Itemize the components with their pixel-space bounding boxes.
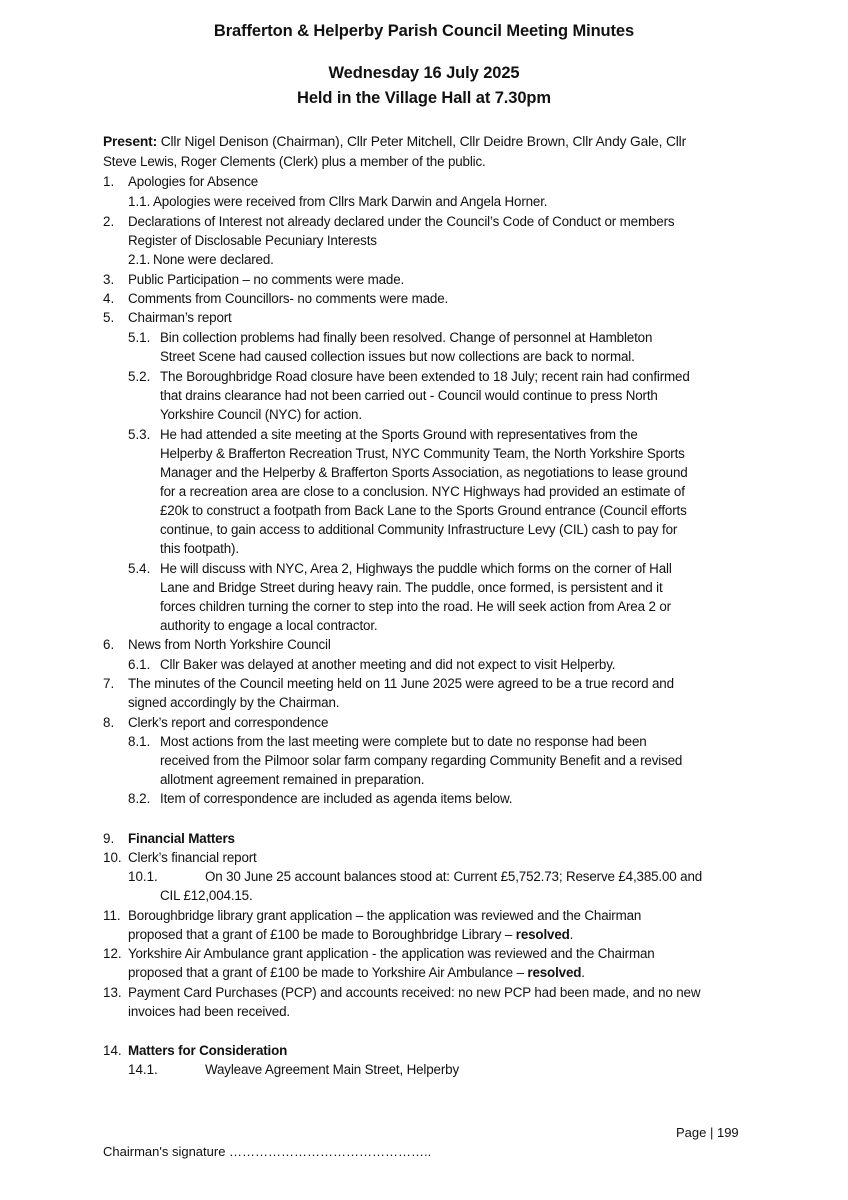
item-13-line-2: invoices had been received. (128, 1004, 290, 1019)
item-2-line-2: Register of Disclosable Pecuniary Interests (128, 233, 377, 248)
item-5-3-line: continue, to gain access to additional Community Infrastructure Levy (CIL) cash to pay for (160, 522, 678, 537)
meeting-venue: Held in the Village Hall at 7.30pm (297, 89, 551, 107)
document-title: Brafferton & Helperby Parish Council Meeting Minutes (213, 22, 635, 40)
item-4-text: Comments from Councillors- no comments were made. (128, 291, 449, 306)
item-5-1-line: Street Scene had caused collection issues but now collections are back to normal. (160, 349, 635, 364)
resolved-label: resolved (527, 965, 582, 980)
item-5-3-line: He had attended a site meeting at the Sports Ground with representatives from the (160, 427, 638, 442)
item-number: 2.1. (128, 252, 151, 267)
item-5-2-line: Yorkshire Council (NYC) for action. (160, 407, 362, 422)
item-number: 10.1. (128, 869, 158, 884)
item-11-line-2: proposed that a grant of £100 be made to Boroughbridge Library – resolved. (128, 927, 574, 942)
item-number: 3. (103, 272, 115, 287)
item-8-1-line: received from the Pilmoor solar farm company regarding Community Benefit and a revised (160, 753, 683, 768)
matters-for-consideration-heading: Matters for Consideration (128, 1043, 288, 1058)
item-8-2-text: Item of correspondence are included as agenda items below. (160, 791, 513, 806)
item-number: 8.2. (128, 791, 151, 806)
item-11-line-1: Boroughbridge library grant application – the application was reviewed and the Chairman (128, 908, 642, 923)
item-7-line-1: The minutes of the Council meeting held on 11 June 2025 were agreed to be a true record and (128, 676, 674, 691)
item-1-heading: Apologies for Absence (128, 174, 259, 189)
item-5-1-line: Bin collection problems had finally been resolved. Change of personnel at Hambleton (160, 330, 653, 345)
item-number: 8. (103, 715, 115, 730)
item-number: 11. (103, 908, 121, 923)
item-5-3-line: Manager and the Helperby & Brafferton Sports Association, as negotiations to lease ground (160, 465, 688, 480)
item-1-1-text: Apologies were received from Cllrs Mark Darwin and Angela Horner. (153, 194, 548, 209)
item-5-4-line: Lane and Bridge Street during heavy rain. The puddle, once formed, is persistent and it (160, 580, 663, 595)
item-5-4-line: authority to engage a local contractor. (160, 618, 378, 633)
item-3-text: Public Participation – no comments were made. (128, 272, 405, 287)
item-8-1-line: allotment agreement remained in preparation. (160, 772, 425, 787)
item-number: 7. (103, 676, 115, 691)
item-number: 5.2. (128, 369, 151, 384)
item-5-heading: Chairman’s report (128, 310, 232, 325)
item-10-1-line-2: CIL £12,004.15. (160, 888, 253, 903)
item-12-line-1: Yorkshire Air Ambulance grant application - the application was reviewed and the Chairman (128, 946, 655, 961)
item-5-4-line: forces children turning the corner to step into the road. He will seek action from Area 2 or (160, 599, 671, 614)
item-5-2-line: The Boroughbridge Road closure have been extended to 18 July; recent rain had confirmed (160, 369, 690, 384)
item-5-3-line: £20k to construct a footpath from Back Lane to the Sports Ground entrance (Council efforts (160, 503, 687, 518)
item-5-4-line: He will discuss with NYC, Area 2, Highways the puddle which forms on the corner of Hall (160, 561, 672, 576)
resolved-label: resolved (515, 927, 570, 942)
page-number: Page | 199 (676, 1125, 739, 1140)
present-line-1: Present: Cllr Nigel Denison (Chairman), Cllr Peter Mitchell, Cllr Deidre Brown, Cllr Andy Gale, Cllr (103, 134, 687, 149)
item-6-heading: News from North Yorkshire Council (128, 637, 331, 652)
item-number: 12. (103, 946, 122, 961)
item-number: 6.1. (128, 657, 151, 672)
item-number: 4. (103, 291, 115, 306)
item-5-3-line: Helperby & Brafferton Recreation Trust, NYC Community Team, the North Yorkshire Sports (160, 446, 685, 461)
item-number: 8.1. (128, 734, 151, 749)
item-8-1-line: Most actions from the last meeting were complete but to date no response had been (160, 734, 647, 749)
item-number: 6. (103, 637, 115, 652)
item-number: 9. (103, 831, 115, 846)
item-8-heading: Clerk’s report and correspondence (128, 715, 329, 730)
item-6-1-text: Cllr Baker was delayed at another meeting and did not expect to visit Helperby. (160, 657, 616, 672)
item-number: 13. (103, 985, 122, 1000)
item-2-line-1: Declarations of Interest not already declared under the Council’s Code of Conduct or members (128, 214, 675, 229)
item-number: 1. (103, 174, 115, 189)
meeting-date: Wednesday 16 July 2025 (328, 64, 520, 82)
chairman-signature-line: Chairman's signature ……………………………………….. (103, 1144, 432, 1159)
item-5-3-line: this footpath). (160, 541, 239, 556)
financial-matters-heading: Financial Matters (128, 831, 235, 846)
present-label: Present: (103, 134, 158, 149)
item-number: 14.1. (128, 1062, 158, 1077)
item-number: 5.4. (128, 561, 151, 576)
present-line-2: Steve Lewis, Roger Clements (Clerk) plus a member of the public. (103, 154, 486, 169)
item-2-1-text: None were declared. (153, 252, 274, 267)
item-number: 10. (103, 850, 122, 865)
item-number: 5.3. (128, 427, 151, 442)
item-5-2-line: that drains clearance had not been carried out - Council would continue to press North (160, 388, 658, 403)
item-7-line-2: signed accordingly by the Chairman. (128, 695, 340, 710)
item-number: 1.1. (128, 194, 151, 209)
item-number: 14. (103, 1043, 122, 1058)
item-12-line-2: proposed that a grant of £100 be made to Yorkshire Air Ambulance – resolved. (128, 965, 585, 980)
item-14-1-text: Wayleave Agreement Main Street, Helperby (205, 1062, 459, 1077)
item-number: 5. (103, 310, 115, 325)
item-10-heading: Clerk’s financial report (128, 850, 257, 865)
item-13-line-1: Payment Card Purchases (PCP) and accounts received: no new PCP had been made, and no new (128, 985, 701, 1000)
item-10-1-line-1: On 30 June 25 account balances stood at: Current £5,752.73; Reserve £4,385.00 and (205, 869, 703, 884)
item-number: 5.1. (128, 330, 151, 345)
item-5-3-line: for a recreation area are close to a conclusion. NYC Highways had provided an estimate of (160, 484, 685, 499)
item-number: 2. (103, 214, 115, 229)
